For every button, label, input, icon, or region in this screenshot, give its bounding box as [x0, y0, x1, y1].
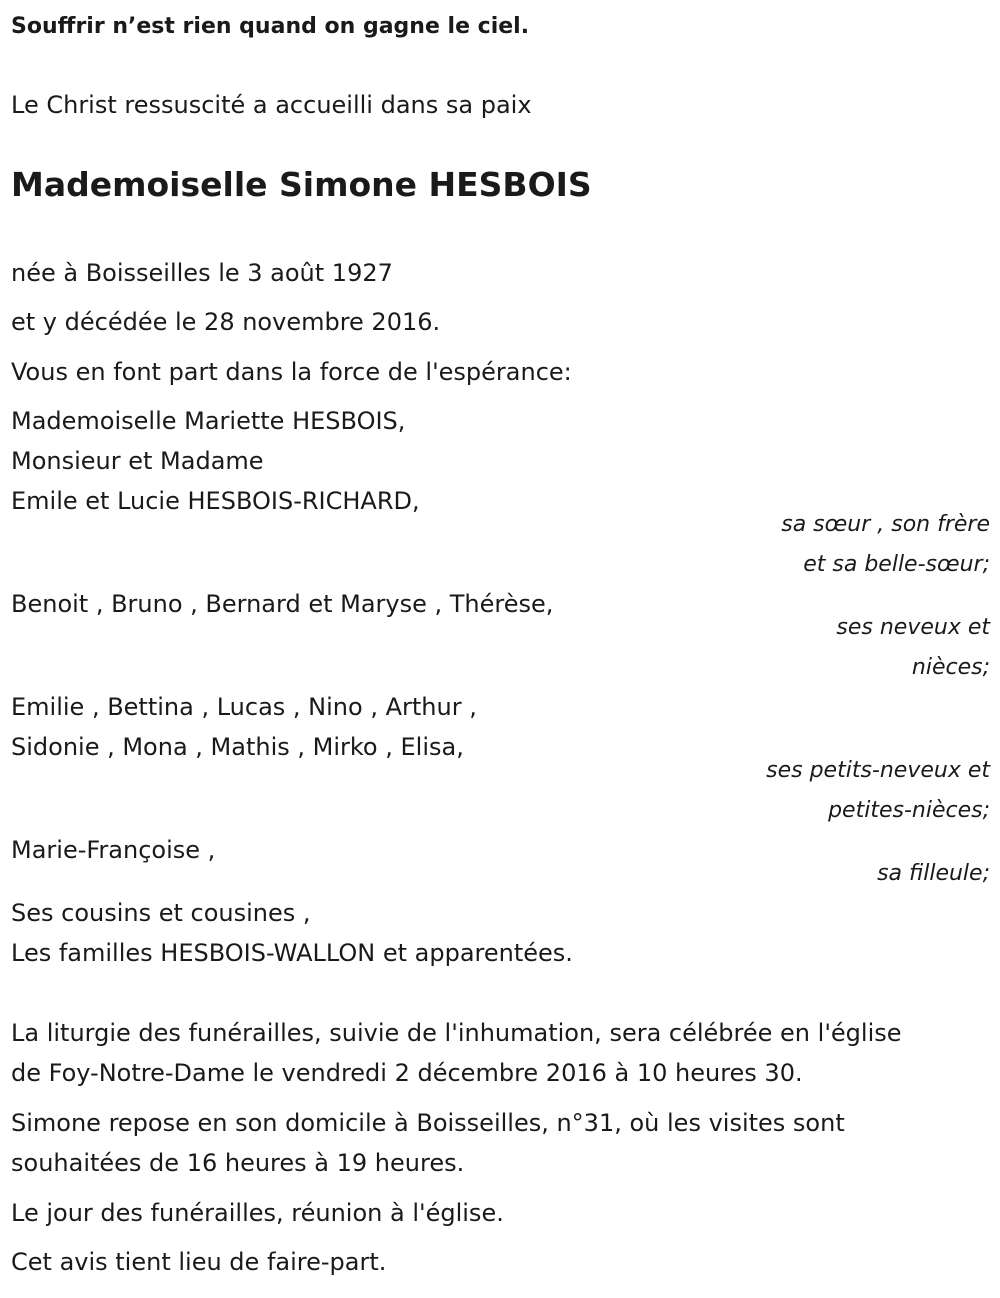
- sibling-relation: et sa belle-sœur;: [803, 552, 990, 577]
- sibling-line: Mademoiselle Mariette HESBOIS,: [11, 407, 406, 435]
- other-relatives-line: Ses cousins et cousines ,: [11, 899, 311, 927]
- visits-text: souhaitées de 16 heures à 19 heures.: [11, 1149, 465, 1177]
- nephews-relation: ses neveux et: [836, 615, 990, 640]
- announcement: Vous en font part dans la force de l'espérance:: [11, 358, 572, 386]
- grand-nephews-line: Sidonie , Mona , Mathis , Mirko , Elisa,: [11, 733, 464, 761]
- visits-text: Simone repose en son domicile à Boisseilles, n°31, où les visites sont: [11, 1109, 845, 1137]
- meeting-text: Le jour des funérailles, réunion à l'église.: [11, 1199, 504, 1227]
- notice-text: Cet avis tient lieu de faire-part.: [11, 1248, 387, 1276]
- sibling-relation: sa sœur , son frère: [781, 512, 990, 537]
- goddaughter-line: Marie-Françoise ,: [11, 836, 216, 864]
- other-relatives-line: Les familles HESBOIS-WALLON et apparentées.: [11, 939, 573, 967]
- deceased-name: Mademoiselle Simone HESBOIS: [11, 165, 592, 204]
- liturgy-text: de Foy-Notre-Dame le vendredi 2 décembre 2016 à 10 heures 30.: [11, 1059, 803, 1087]
- liturgy-text: La liturgie des funérailles, suivie de l'inhumation, sera célébrée en l'église: [11, 1019, 902, 1047]
- sibling-line: Monsieur et Madame: [11, 447, 264, 475]
- grand-nephews-relation: petites-nièces;: [828, 798, 990, 823]
- grand-nephews-relation: ses petits-neveux et: [766, 758, 990, 783]
- nephews-relation: nièces;: [911, 655, 990, 680]
- nephews-line: Benoit , Bruno , Bernard et Maryse , Thérèse,: [11, 590, 554, 618]
- sibling-line: Emile et Lucie HESBOIS-RICHARD,: [11, 487, 420, 515]
- intro-text: Le Christ ressuscité a accueilli dans sa paix: [11, 91, 532, 119]
- death-info: et y décédée le 28 novembre 2016.: [11, 308, 441, 336]
- grand-nephews-line: Emilie , Bettina , Lucas , Nino , Arthur ,: [11, 693, 477, 721]
- motto: Souffrir n’est rien quand on gagne le ciel.: [11, 14, 530, 39]
- goddaughter-relation: sa filleule;: [877, 861, 990, 886]
- birth-info: née à Boisseilles le 3 août 1927: [11, 259, 393, 287]
